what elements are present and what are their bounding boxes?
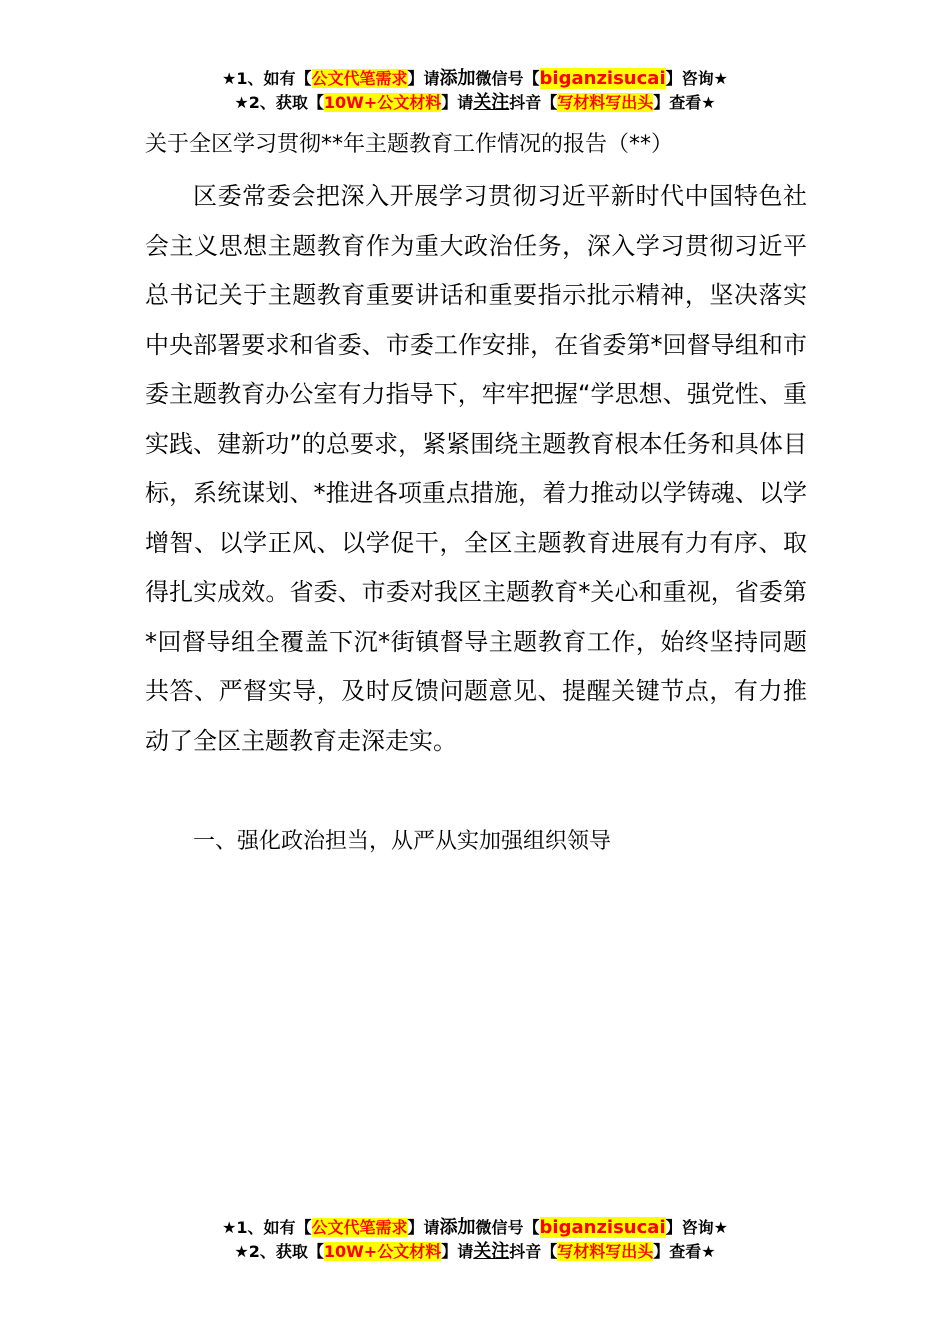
notice-line-2 xyxy=(0,1240,950,1264)
notice-text: 】请 xyxy=(407,1218,440,1237)
notice-emphasis: 添加 xyxy=(439,68,476,89)
notice-emphasis: 关注 xyxy=(473,1241,510,1262)
notice-wechat-id: biganzisucai xyxy=(539,68,666,89)
notice-text: 】咨询★ xyxy=(665,1218,728,1237)
notice-douyin-name: 写材料写出头 xyxy=(557,93,654,112)
notice-text: 】请 xyxy=(441,93,474,112)
notice-highlight: 公文代笔需求 xyxy=(311,69,408,88)
section-heading: 一、强化政治担当，从严从实加强组织领导 xyxy=(193,829,612,854)
notice-text: ★1、如有【 xyxy=(222,1218,312,1237)
notice-emphasis: 关注 xyxy=(473,92,510,113)
notice-highlight: 公文代笔需求 xyxy=(311,1218,408,1237)
notice-highlight: 10W+公文材料 xyxy=(323,93,442,112)
notice-text: 】请 xyxy=(441,1242,474,1261)
notice-douyin-name: 写材料写出头 xyxy=(557,1242,654,1261)
header-notice xyxy=(0,67,950,115)
notice-line-1 xyxy=(0,67,950,91)
notice-wechat-id: biganzisucai xyxy=(539,1217,666,1238)
notice-text: 抖音【 xyxy=(509,93,558,112)
notice-text: 】查看★ xyxy=(653,1242,716,1261)
document-paragraph: 区委常委会把深入开展学习贯彻习近平新时代中国特色社会主义思想主题教育作为重大政治任务，深入学习贯彻习近平总书记关于主题教育重要讲话和重要指示批示精神，坚决落实中央部署要求和省委、市委工作安排，在省委第*回督导组和市委主题教育办公室有力指导下，牢牢把握“学思想、强党性、重实践、建新功”的总要求，紧紧围绕主题教育根本任务和具体目标，系统谋划、*推进各项重点措施，着力推动以学铸魂、以学增智、以学正风、以学促干，全区主题教育进展有力有序、取得扎实成效。省委、市委对我区主题教育*关心和重视，省委第*回督导组全覆盖下沉*街镇督导主题教育工作，始终坚持同题共答、严督实导，及时反馈问题意见、提醒关键节点，有力推动了全区主题教育走深走实。 xyxy=(145,182,807,755)
footer-notice xyxy=(0,1216,950,1264)
notice-text: 】请 xyxy=(407,69,440,88)
notice-line-2 xyxy=(0,91,950,115)
notice-text: ★2、获取【 xyxy=(234,93,324,112)
notice-text: ★2、获取【 xyxy=(234,1242,324,1261)
notice-highlight: 10W+公文材料 xyxy=(323,1242,442,1261)
notice-text: 微信号【 xyxy=(475,69,540,88)
notice-text: 微信号【 xyxy=(475,1218,540,1237)
notice-emphasis: 添加 xyxy=(439,1217,476,1238)
notice-text: 】咨询★ xyxy=(665,69,728,88)
notice-text: 】查看★ xyxy=(653,93,716,112)
notice-text: ★1、如有【 xyxy=(222,69,312,88)
document-title: 关于全区学习贯彻**年主题教育工作情况的报告（**） xyxy=(145,132,674,157)
notice-line-1 xyxy=(0,1216,950,1240)
notice-text: 抖音【 xyxy=(509,1242,558,1261)
